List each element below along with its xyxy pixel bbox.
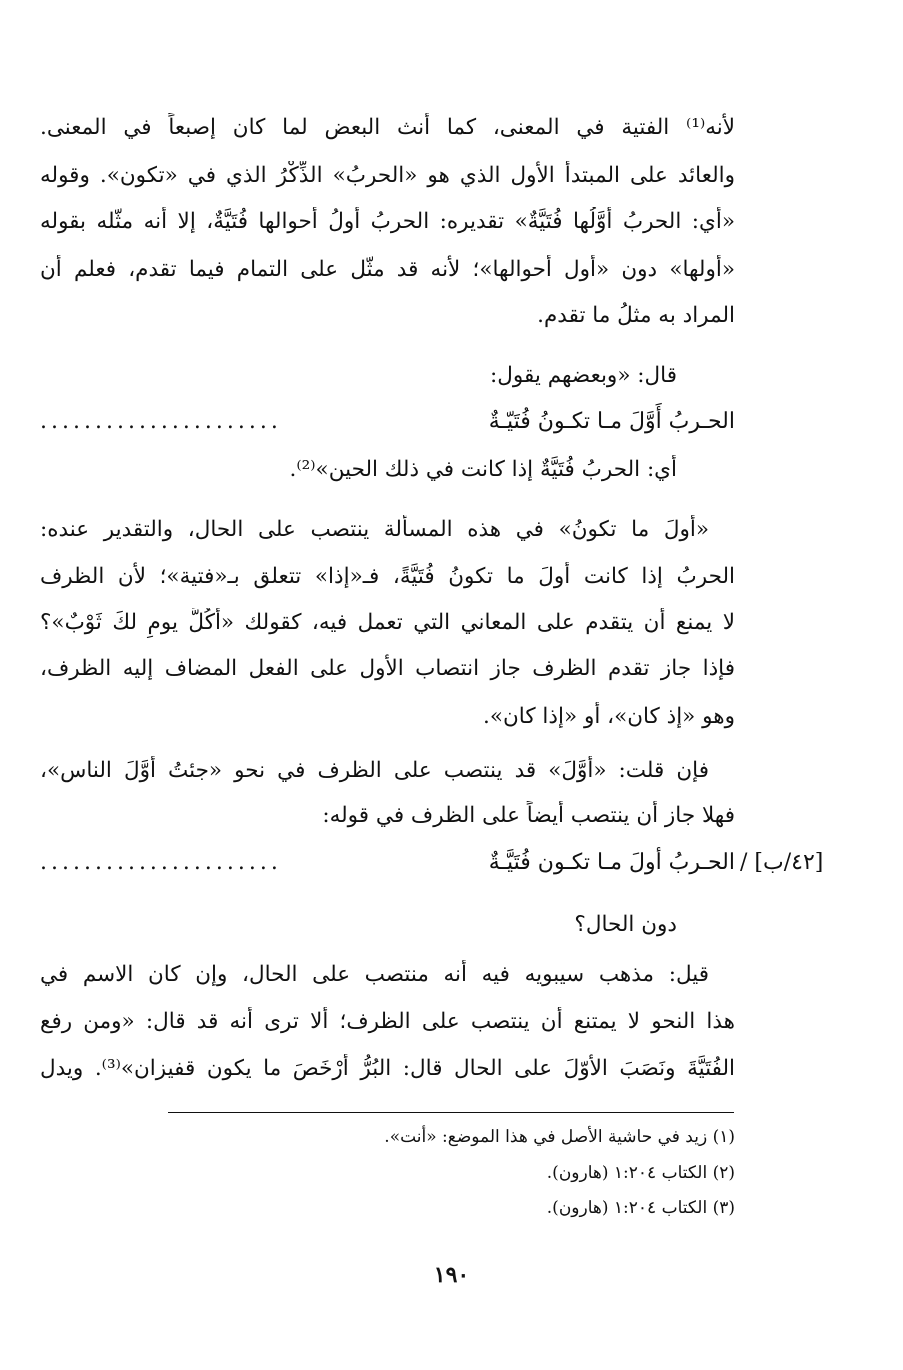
- footnote-3: (٣) الكتاب ١:٢٠٤ (هارون).: [546, 1198, 735, 1218]
- text-line-17: هذا النحو لا يمتنع أن ينتصب على الظرف؛ ألا ترى أنه قد قال: «ومن رفع: [40, 1009, 735, 1034]
- text-line-14: فهلا جاز أن ينتصب أيضاً على الظرف في قوله:: [322, 803, 735, 828]
- quote-intro: قال: «وبعضهم يقول:: [490, 363, 677, 388]
- verse-2-hemistich: الحـربُ أولَ مـا تكـون فُتَيَّـةٌ: [488, 850, 735, 875]
- text-line-8: «أولَ ما تكونُ» في هذه المسألة ينتصب على الحال، والتقدير عنده:: [40, 517, 709, 542]
- page-number: ١٩٠: [433, 1262, 470, 1288]
- text-line-3: «أي: الحربُ أَوَّلُها فُتَيَّةٌ» تقديره: الحربُ أولُ أحوالها فُتَيَّةٌ، إلا أنه مثّله بقوله: [40, 209, 735, 234]
- text-line-1: لأنه⁽¹⁾ الفتية في المعنى، كما أنث البعض لما كان إصبعاً في المعنى.: [40, 115, 735, 140]
- text-line-13: فإن قلت: «أَوَّلَ» قد ينتصب على الظرف في نحو «جئتُ أَوَّلَ الناس»،: [40, 758, 709, 783]
- text-line-16: قيل: مذهب سيبويه فيه أنه منتصب على الحال، وإن كان الاسم في: [40, 962, 709, 987]
- verse-1-hemistich: الحـربُ أَوَّلَ مـا تكـونُ فُتَيّـةٌ: [488, 409, 735, 434]
- text-line-4: «أولها» دون «أول أحوالها»؛ لأنه قد مثّل على التمام فيما تقدم، فعلم أن: [40, 257, 735, 282]
- verse-2-ellipsis: ......................: [40, 850, 282, 875]
- verse-line-2: [40, 847, 824, 879]
- verse-line-1: [40, 406, 735, 438]
- text-line-10: لا يمنع أن يتقدم على المعاني التي تعمل فيه، كقولك «أَكُلَّ يومٍ لكَ ثَوْبٌ»؟: [40, 610, 735, 635]
- text-line-9: الحربُ إذا كانت أولَ ما تكونُ فُتَيَّةً، فـ«إذا» تتعلق بـ«فتية»؛ لأن الظرف: [40, 564, 735, 589]
- footnote-1: (١) زيد في حاشية الأصل في هذا الموضع: «أنت».: [384, 1127, 735, 1147]
- text-line-12: وهو «إذ كان»، أو «إذا كان».: [483, 704, 735, 729]
- folio-marker: [٤٢/ب] /: [740, 850, 824, 875]
- text-line-18: الفُتَيَّةَ ونَصَبَ الأوّلَ على الحال قال: البُرُّ أَرْخَصَ ما يكون قفيزان»⁽³⁾. ويدل: [40, 1056, 735, 1081]
- footnote-separator: [168, 1112, 734, 1113]
- footnote-2: (٢) الكتاب ١:٢٠٤ (هارون).: [546, 1163, 735, 1183]
- text-line-2: والعائد على المبتدأ الأول الذي هو «الحربُ» الذِّكْرُ الذي في «تكون». وقوله: [40, 163, 735, 188]
- text-line-15: دون الحال؟: [574, 912, 677, 937]
- text-line-11: فإذا جاز تقدم الظرف جاز انتصاب الأول على الفعل المضاف إليه الظرف،: [40, 656, 735, 681]
- verse-1-ellipsis: ......................: [40, 409, 282, 434]
- verse-explanation: أي: الحربُ فُتَيَّةٌ إذا كانت في ذلك الحين»⁽²⁾.: [289, 457, 677, 482]
- text-line-5: المراد به مثلُ ما تقدم.: [537, 303, 735, 328]
